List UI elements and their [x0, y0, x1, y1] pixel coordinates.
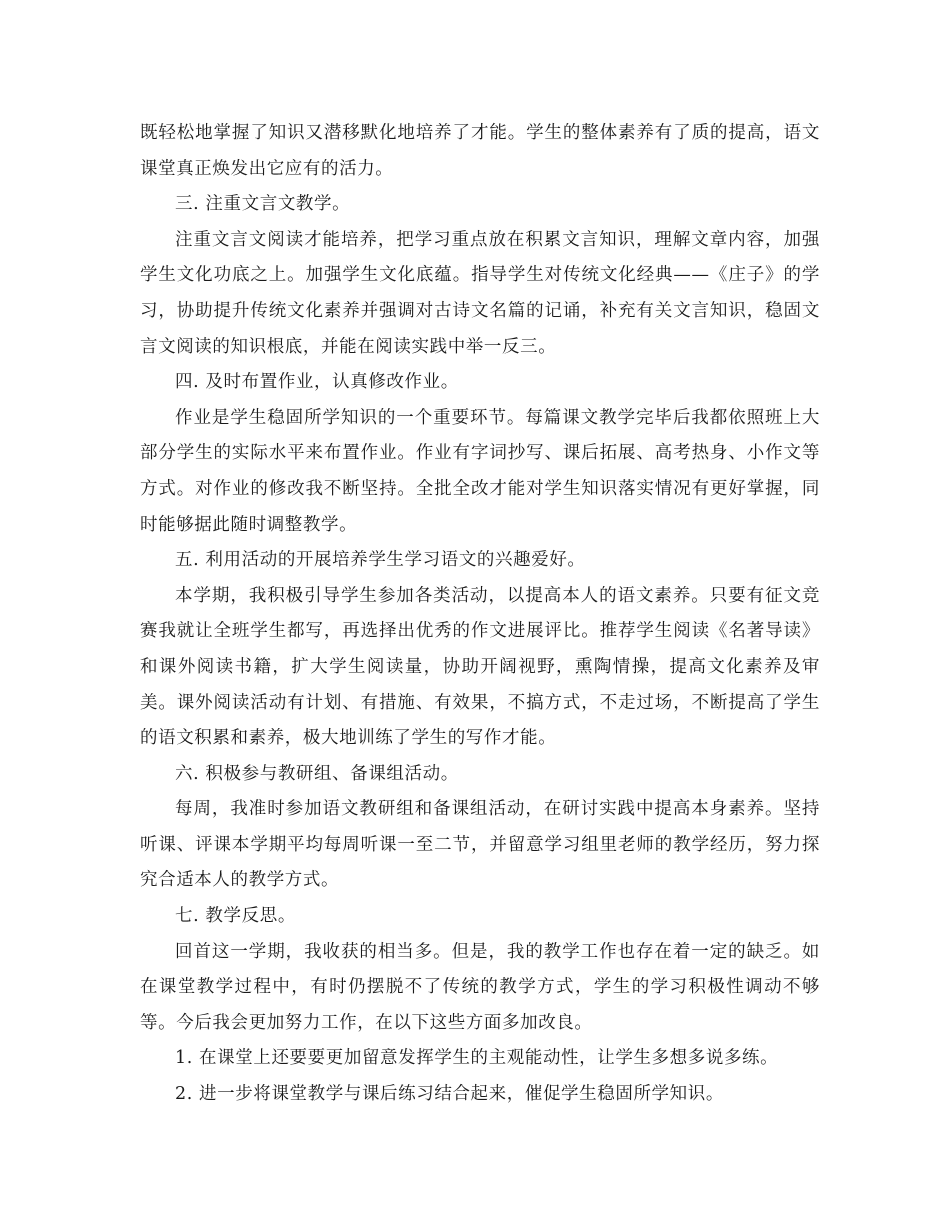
list-item-2: 2. 进一步将课堂教学与课后练习结合起来，催促学生稳固所学知识。 [175, 1084, 724, 1105]
paragraph-activities: 本学期，我积极引导学生参加各类活动，以提高本人的语文素养。只要有征文竞赛我就让全班学生都写，再选择出优秀的作文进展评比。推荐学生阅读《名著导读》和课外阅读书籍，扩大学生阅读量，协助开阔视野，熏陶情操，提高文化素养及审美。课外阅读活动有计划、有措施、有效果，不搞方式，不走过场，不断提高了学生的语文积累和素养，极大地训练了学生的写作才能。 [140, 585, 820, 749]
paragraph-continuation: 既轻松地掌握了知识又潜移默化地培养了才能。学生的整体素养有了质的提高，语文课堂真正焕发出它应有的活力。 [140, 123, 820, 179]
section-heading-3: 三. 注重文言文教学。 [175, 194, 351, 215]
paragraph-teaching-research: 每周，我准时参加语文教研组和备课组活动，在研讨实践中提高本身素养。坚持听课、评课本学期平均每周听课一至二节，并留意学习组里老师的教学经历，努力探究合适本人的教学方式。 [140, 799, 820, 891]
document-body [140, 116, 820, 1113]
paragraph-classical-chinese: 注重文言文阅读才能培养，把学习重点放在积累文言知识，理解文章内容，加强学生文化功底之上。加强学生文化底蕴。指导学生对传统文化经典——《庄子》的学习，协助提升传统文化素养并强调对古诗文名篇的记诵，补充有关文言知识，稳固文言文阅读的知识根底，并能在阅读实践中举一反三。 [140, 229, 820, 357]
section-heading-4: 四. 及时布置作业，认真修改作业。 [175, 372, 459, 393]
paragraph-homework: 作业是学生稳固所学知识的一个重要环节。每篇课文教学完毕后我都依照班上大部分学生的实际水平来布置作业。作业有字词抄写、课后拓展、高考热身、小作文等方式。对作业的修改我不断坚持。全批全改才能对学生知识落实情况有更好掌握，同时能够据此随时调整教学。 [140, 407, 820, 535]
section-heading-7: 七. 教学反思。 [175, 906, 296, 927]
paragraph-reflection: 回首这一学期，我收获的相当多。但是，我的教学工作也存在着一定的缺乏。如在课堂教学过程中，有时仍摆脱不了传统的教学方式，学生的学习积极性调动不够等。今后我会更加努力工作，在以下这些方面多加改良。 [140, 941, 820, 1033]
section-heading-5: 五. 利用活动的开展培养学生学习语文的兴趣爱好。 [175, 550, 586, 571]
section-heading-6: 六. 积极参与教研组、备课组活动。 [175, 763, 459, 784]
list-item-1: 1. 在课堂上还要要更加留意发挥学生的主观能动性，让学生多想多说多练。 [175, 1048, 779, 1069]
